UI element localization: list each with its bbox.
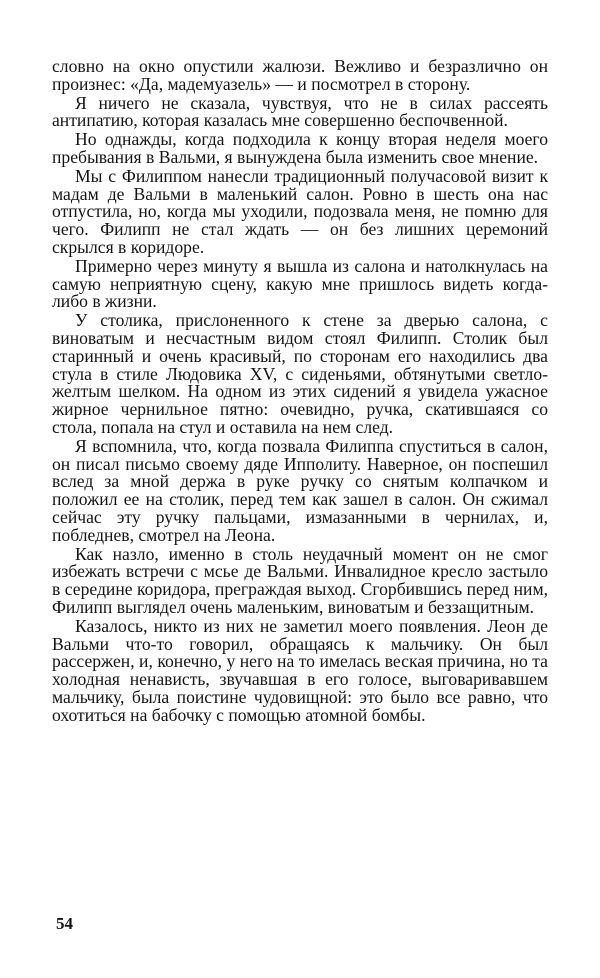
page-body	[52, 58, 548, 725]
paragraph-3: Но однажды, когда подходила к концу вторая неделя моего пребывания в Вальми, я вынуждена была изменить свое мнение.	[52, 129, 548, 167]
paragraph-6: У столика, прислоненного к стене за дверью салона, с виноватым и несчастным видом стоял Филипп. Столик был старинный и очень красивый, по сторонам его находились два стула в стиле Людовика XV, с сиденьями, обтянутыми светло-желтым шелком. На одном из этих сидений я увидела ужасное жирное чернильное пятно: очевидно, ручка, скатившаяся со стола, попала на стул и оставила на нем след.	[52, 310, 548, 437]
paragraph-5: Примерно через минуту я вышла из салона и натолкнулась на самую неприятную сцену, какую мне пришлось видеть когда-либо в жизни.	[52, 255, 548, 312]
paragraph-9: Казалось, никто из них не заметил моего появления. Леон де Вальми что-то говорил, обращаясь к мальчику. Он был рассержен, и, конечно, у него на то имелась веская причина, но та холодная ненависть, звучавшая в его голосе, выговаривавшем мальчику, была поистине чудовищной: это было все равно, что охотиться на бабочку с помощью атомной бомбы.	[52, 615, 548, 725]
paragraph-2: Я ничего не сказала, чувствуя, что не в силах рассеять антипатию, которая казалась мне совершенно беспочвенной.	[52, 92, 548, 131]
paragraph-8: Как назло, именно в столь неудачный момент он не смог избежать встречи с мсье де Вальми. Инвалидное кресло застыло в середине коридора, преграждая выход. Сгорбившись перед ним, Филипп выглядел очень маленьким, виноватым и беззащитным.	[52, 543, 548, 617]
page-number: 54	[56, 914, 73, 933]
paragraph-1: словно на окно опустили жалюзи. Вежливо и безразлично он произнес: «Да, мадемуазель» — и посмотрел в сторону.	[52, 56, 548, 94]
paragraph-4: Мы с Филиппом нанесли традиционный получасовой визит к мадам де Вальми в маленький салон. Ровно в шесть она нас отпустила, но, когда мы уходили, подозвала меня, не помню для чего. Филипп не стал ждать — он без лишних церемоний скрылся в коридоре.	[52, 165, 548, 257]
paragraph-7: Я вспомнила, что, когда позвала Филиппа спуститься в салон, он писал письмо своему дяде Ипполиту. Наверное, он поспешил вслед за мной держа в руке ручку со снятым колпачком и положил ее на столик, перед тем как зашел в салон. Он сжимал сейчас эту ручку пальцами, измазанными в чернилах, и, побледнев, смотрел на Леона.	[52, 435, 548, 545]
